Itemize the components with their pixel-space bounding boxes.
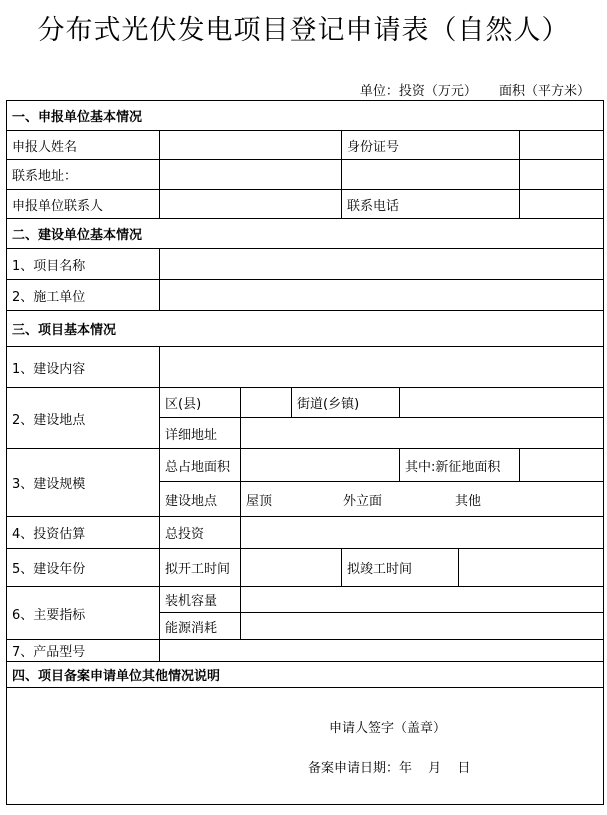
construction-content-label: 1、建设内容 (7, 347, 160, 388)
applicant-name-field[interactable] (160, 131, 342, 160)
energy-consumption-field[interactable] (241, 613, 604, 640)
construction-content-field[interactable] (160, 347, 604, 388)
total-investment-field[interactable] (241, 517, 604, 549)
contact-person-label: 申报单位联系人 (7, 190, 160, 219)
application-date (308, 757, 470, 776)
other-option[interactable]: 其他 (455, 493, 482, 509)
district-label: 区(县) (160, 388, 241, 418)
section4-heading: 四、项目备案申请单位其他情况说明 (7, 662, 604, 688)
facade-option[interactable]: 外立面 (343, 493, 383, 509)
id-number-label: 身份证号 (342, 131, 520, 160)
address-field[interactable] (160, 160, 342, 190)
street-field[interactable] (400, 388, 604, 418)
date-label: 备案申请日期： (308, 761, 400, 776)
day-label: 日 (457, 761, 471, 776)
detail-address-label: 详细地址 (160, 418, 241, 449)
investment-estimate-label: 4、投资估算 (7, 517, 160, 549)
signature-label: 申请人签字（盖章） (329, 721, 447, 736)
planned-completion-label: 拟竣工时间 (342, 549, 459, 587)
section3-heading: 三、项目基本情况 (7, 311, 604, 347)
project-name-label: 1、项目名称 (7, 249, 160, 280)
project-name-field[interactable] (160, 249, 604, 280)
month-label: 月 (428, 761, 442, 776)
total-area-label: 总占地面积 (160, 449, 241, 482)
address-extra-field-2[interactable] (520, 160, 604, 190)
planned-completion-field[interactable] (459, 549, 604, 587)
detail-address-field[interactable] (241, 418, 604, 449)
installed-capacity-label: 装机容量 (160, 587, 241, 613)
form-title: 分布式光伏发电项目登记申请表（自然人） (37, 15, 570, 46)
product-model-label: 7、产品型号 (7, 640, 160, 662)
construction-unit-label: 2、施工单位 (7, 280, 160, 311)
construction-years-label: 5、建设年份 (7, 549, 160, 587)
installed-capacity-field[interactable] (241, 587, 604, 613)
scale-label: 3、建设规模 (7, 449, 160, 517)
section2-heading: 二、建设单位基本情况 (7, 219, 604, 249)
registration-form-table (6, 100, 604, 805)
main-indicators-label: 6、主要指标 (7, 587, 160, 640)
total-investment-label: 总投资 (160, 517, 241, 549)
unit-note (0, 80, 590, 99)
new-land-area-label: 其中:新征地面积 (400, 449, 520, 482)
area-unit: 面积（平方米） (498, 84, 590, 99)
address-extra-field[interactable] (342, 160, 520, 190)
year-label: 年 (399, 761, 413, 776)
planned-start-field[interactable] (241, 549, 342, 587)
applicant-name-label: 申报人姓名 (7, 131, 160, 160)
other-info-field[interactable] (7, 688, 604, 805)
street-label: 街道(乡镇) (292, 388, 400, 418)
district-field[interactable] (241, 388, 292, 418)
planned-start-label: 拟开工时间 (160, 549, 241, 587)
address-label: 联系地址： (7, 160, 160, 190)
contact-person-field[interactable] (160, 190, 342, 219)
section1-heading: 一、申报单位基本情况 (7, 101, 604, 131)
energy-consumption-label: 能源消耗 (160, 613, 241, 640)
site-options (241, 482, 604, 517)
roof-option[interactable]: 屋顶 (246, 493, 273, 509)
product-model-field[interactable] (160, 640, 604, 662)
construction-unit-field[interactable] (160, 280, 604, 311)
new-land-area-field[interactable] (520, 449, 604, 482)
phone-label: 联系电话 (342, 190, 520, 219)
phone-field[interactable] (520, 190, 604, 219)
investment-unit: 单位：投资（万元） (359, 84, 477, 99)
total-area-field[interactable] (241, 449, 400, 482)
location-label: 2、建设地点 (7, 388, 160, 449)
id-number-field[interactable] (520, 131, 604, 160)
site-label: 建设地点 (160, 482, 241, 517)
